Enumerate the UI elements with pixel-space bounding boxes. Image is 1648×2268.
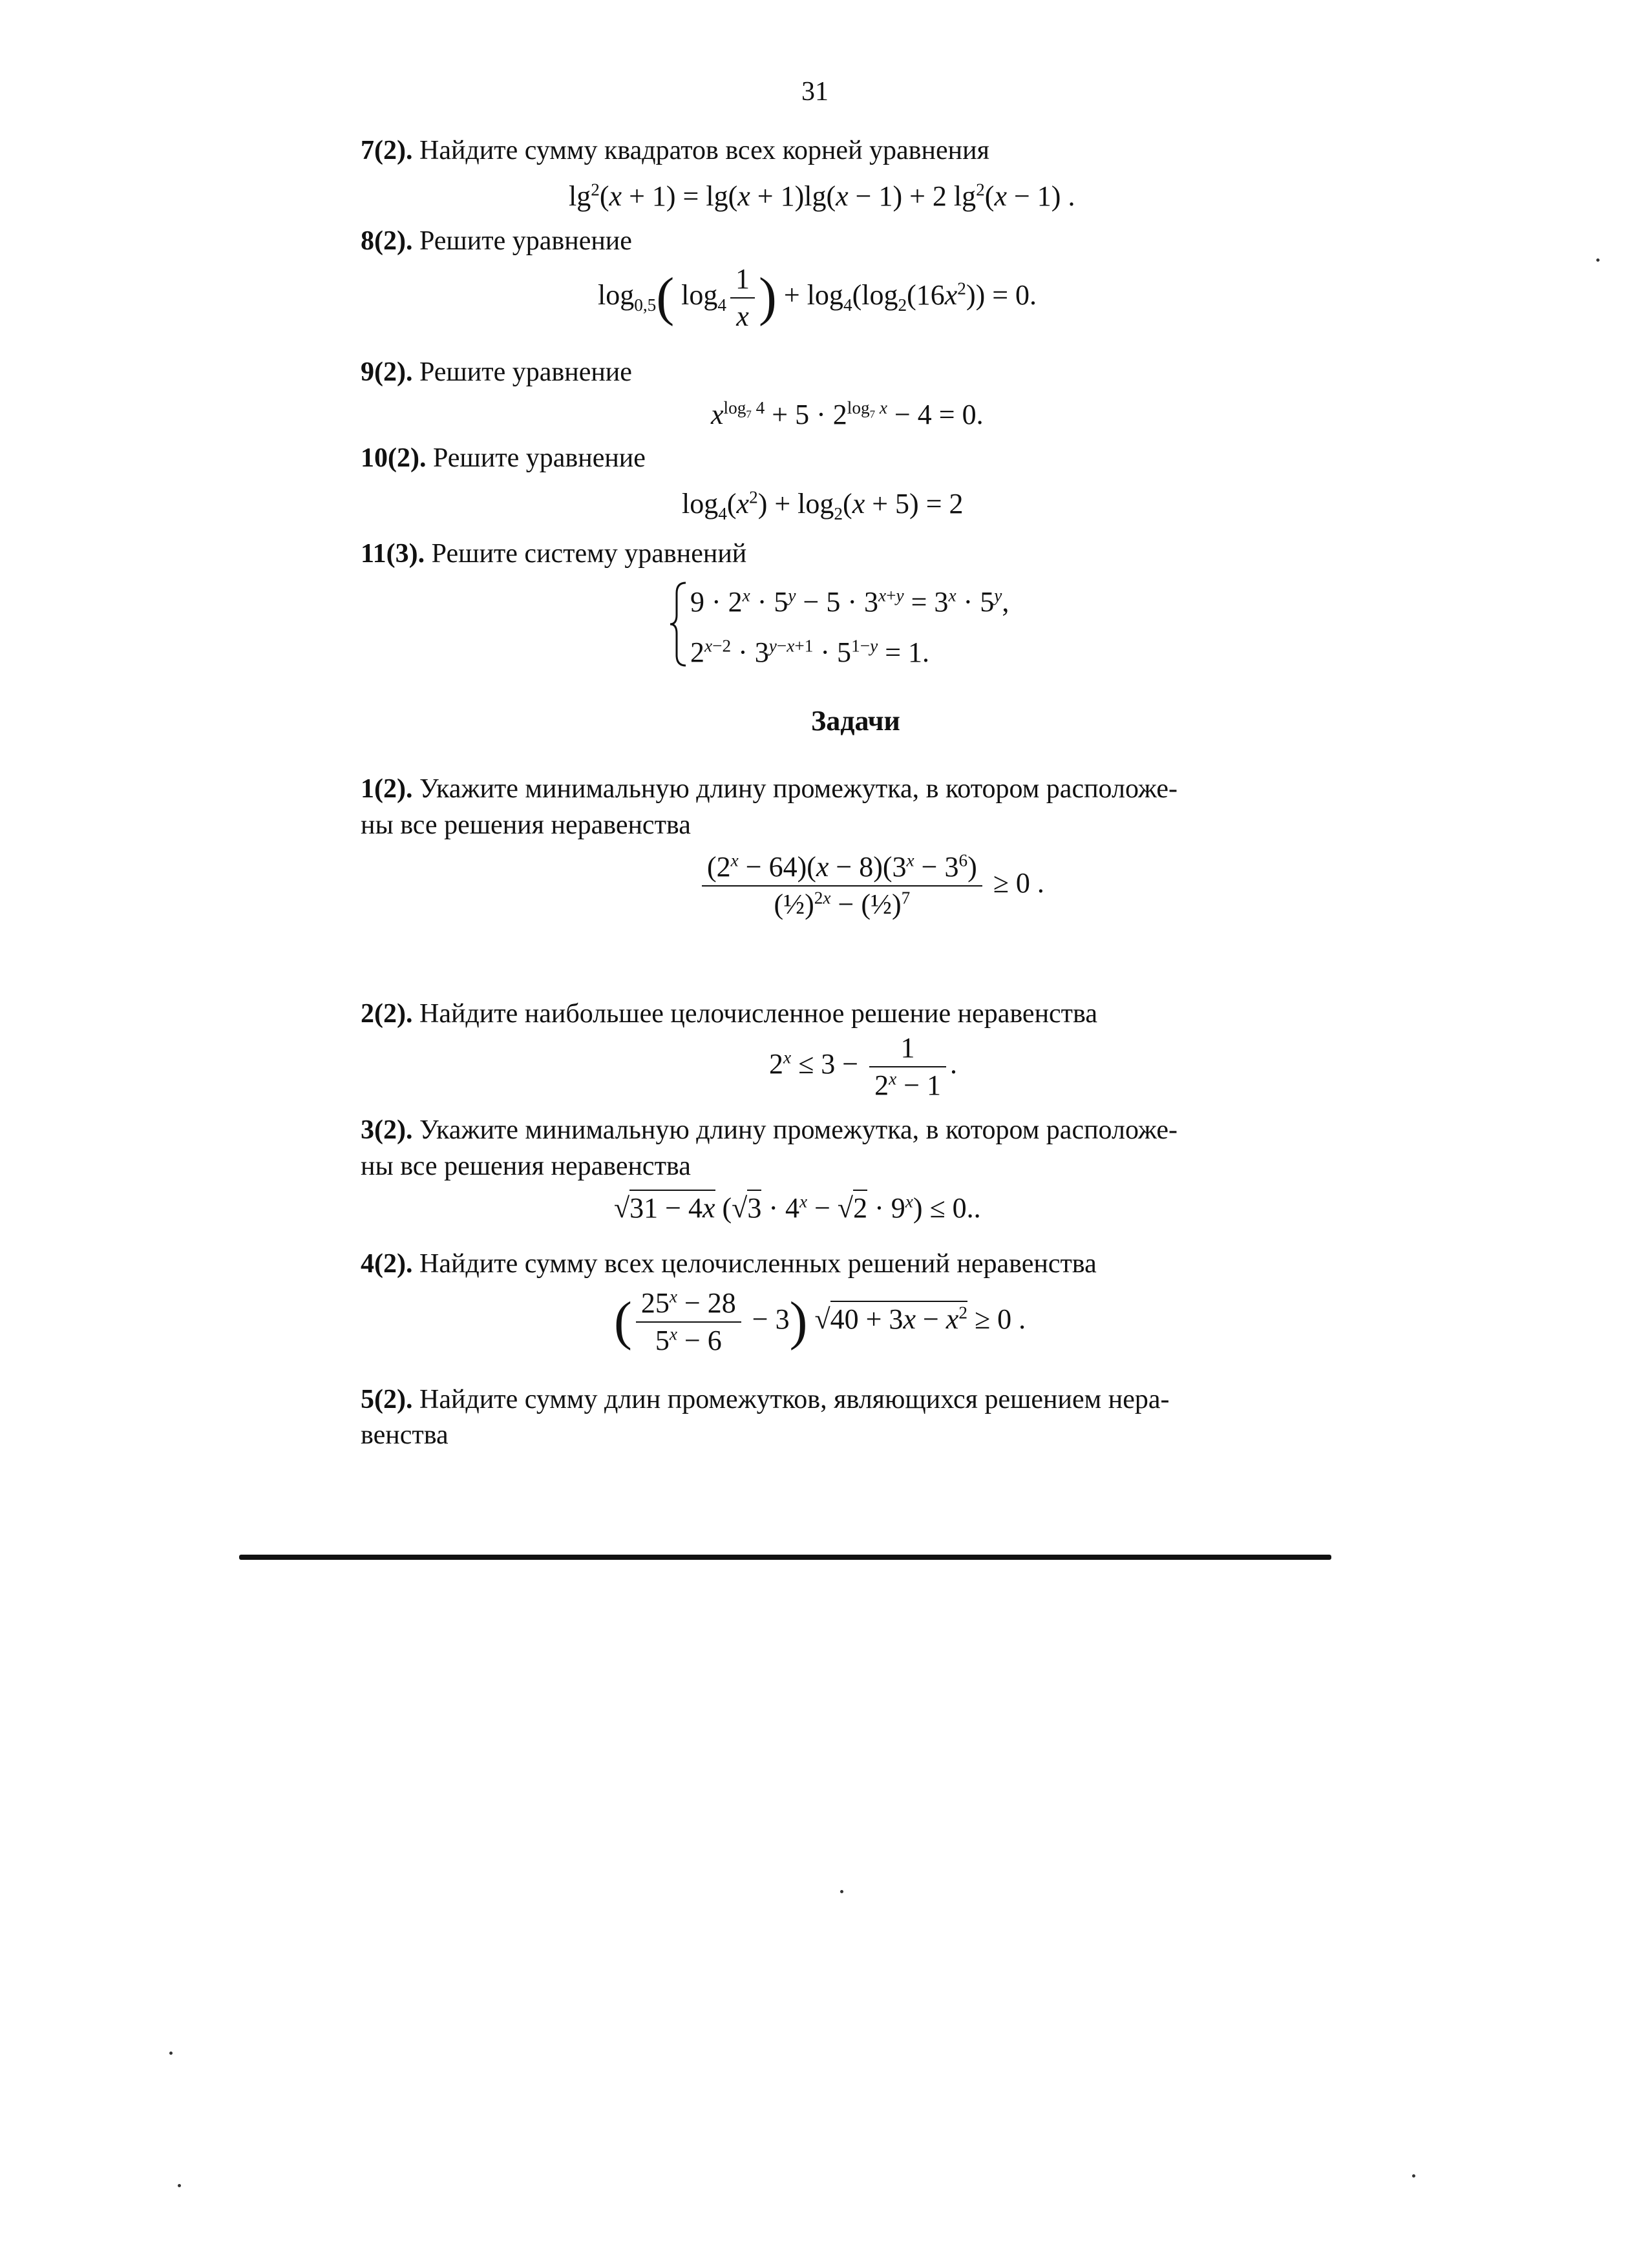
task-3 <box>361 1117 1178 1144</box>
task-3-line2: ны все решения неравенства <box>361 1151 691 1181</box>
scan-speck <box>1596 258 1600 262</box>
equation-9: $x^{log_7 4} + 5 \cdot 2^{log_7 x} - 4 = 0$. <box>711 398 984 430</box>
problem-11-number: 11(3). <box>361 539 425 569</box>
task-1-line1: Укажите минимальную длину промежутка, в котором расположе- <box>419 774 1178 804</box>
problem-8 <box>361 227 632 255</box>
inequality-1: $\frac{(2^x - 64)(x - 8)(3^x - 3^6)}{(\frac{1}{2})^{2x} - (\frac{1}{2})^7}$ ≥ 0 . <box>698 853 1044 919</box>
inequality-2: $2^x \le 3$ − $\frac{1}{2^x - 1}$ . <box>769 1032 958 1101</box>
problem-11 <box>361 540 746 567</box>
problem-10 <box>361 445 646 472</box>
problem-8-text: Решите уравнение <box>419 226 632 256</box>
task-5-number: 5(2). <box>361 1385 413 1414</box>
equation-7: $\lg^2(x + 1) = \lg(x + 1)\lg(x - 1) + 2$ $\lg^2(x - 1)$ . <box>569 180 1075 212</box>
problem-9-number: 9(2). <box>361 357 413 387</box>
scan-speck <box>178 2184 181 2187</box>
task-1-line2: ны все решения неравенства <box>361 810 691 840</box>
problem-8-number: 8(2). <box>361 226 413 256</box>
problem-7 <box>361 137 989 164</box>
scan-speck <box>1412 2174 1415 2178</box>
task-2-line1: Найдите наибольшее целочисленное решение неравенства <box>419 999 1097 1029</box>
bottom-rule <box>239 1555 1331 1560</box>
scan-speck <box>169 2052 173 2055</box>
problem-9-text: Решите уравнение <box>419 357 632 387</box>
problem-11-text: Решите систему уравнений <box>431 539 747 569</box>
task-2 <box>361 1000 1097 1027</box>
problem-7-number: 7(2). <box>361 136 413 165</box>
task-1-number: 1(2). <box>361 774 413 804</box>
task-4 <box>361 1250 1097 1277</box>
task-5-line2: венства <box>361 1420 449 1450</box>
task-5 <box>361 1386 1169 1413</box>
task-3-line1: Укажите минимальную длину промежутка, в котором расположе- <box>419 1115 1178 1145</box>
inequality-4: ( $\frac{25^x - 28}{5^x - 6}$ − 3) $√40 + 3x - x^2 \ge 0$ . <box>614 1286 1026 1356</box>
equation-8: $\log_{0,5}$( $\log_4$ $\frac{1}{x}$ ) + $\log_4(\log_2(16x^2)) = 0$. <box>598 263 1037 332</box>
equation-10: $\log_4(x^2) + \log_2(x + 5) = 2$ <box>682 487 964 523</box>
problem-9 <box>361 359 632 386</box>
system-brace <box>669 582 688 667</box>
task-1 <box>361 775 1178 803</box>
problem-10-number: 10(2). <box>361 443 427 473</box>
problem-7-text: Найдите сумму квадратов всех корней уравнения <box>419 136 989 165</box>
task-3-number: 3(2). <box>361 1115 413 1145</box>
task-4-number: 4(2). <box>361 1249 413 1279</box>
task-2-number: 2(2). <box>361 999 413 1029</box>
system-equation-2: $2^{x-2} \cdot 3^{y-x+1} \cdot 5^{1-y} = 1$. <box>690 636 930 668</box>
section-title: Задачи <box>811 705 900 737</box>
task-5-line1: Найдите сумму длин промежутков, являющихся решением нера- <box>419 1385 1170 1414</box>
problem-10-text: Решите уравнение <box>432 443 646 473</box>
page-number: 31 <box>801 77 829 107</box>
system-equation-1: $9 \cdot 2^x \cdot 5^y - 5 \cdot 3^{x+y} = 3^x \cdot 5^y$, <box>690 585 1009 618</box>
scan-speck <box>840 1890 843 1893</box>
inequality-3: √31 − 4x $(√3 \cdot 4^x - √2 \cdot 9^x) \le 0$.. <box>614 1194 981 1223</box>
task-4-line1: Найдите сумму всех целочисленных решений неравенства <box>419 1249 1097 1279</box>
bottom-rule-tail <box>1202 1557 1331 1559</box>
